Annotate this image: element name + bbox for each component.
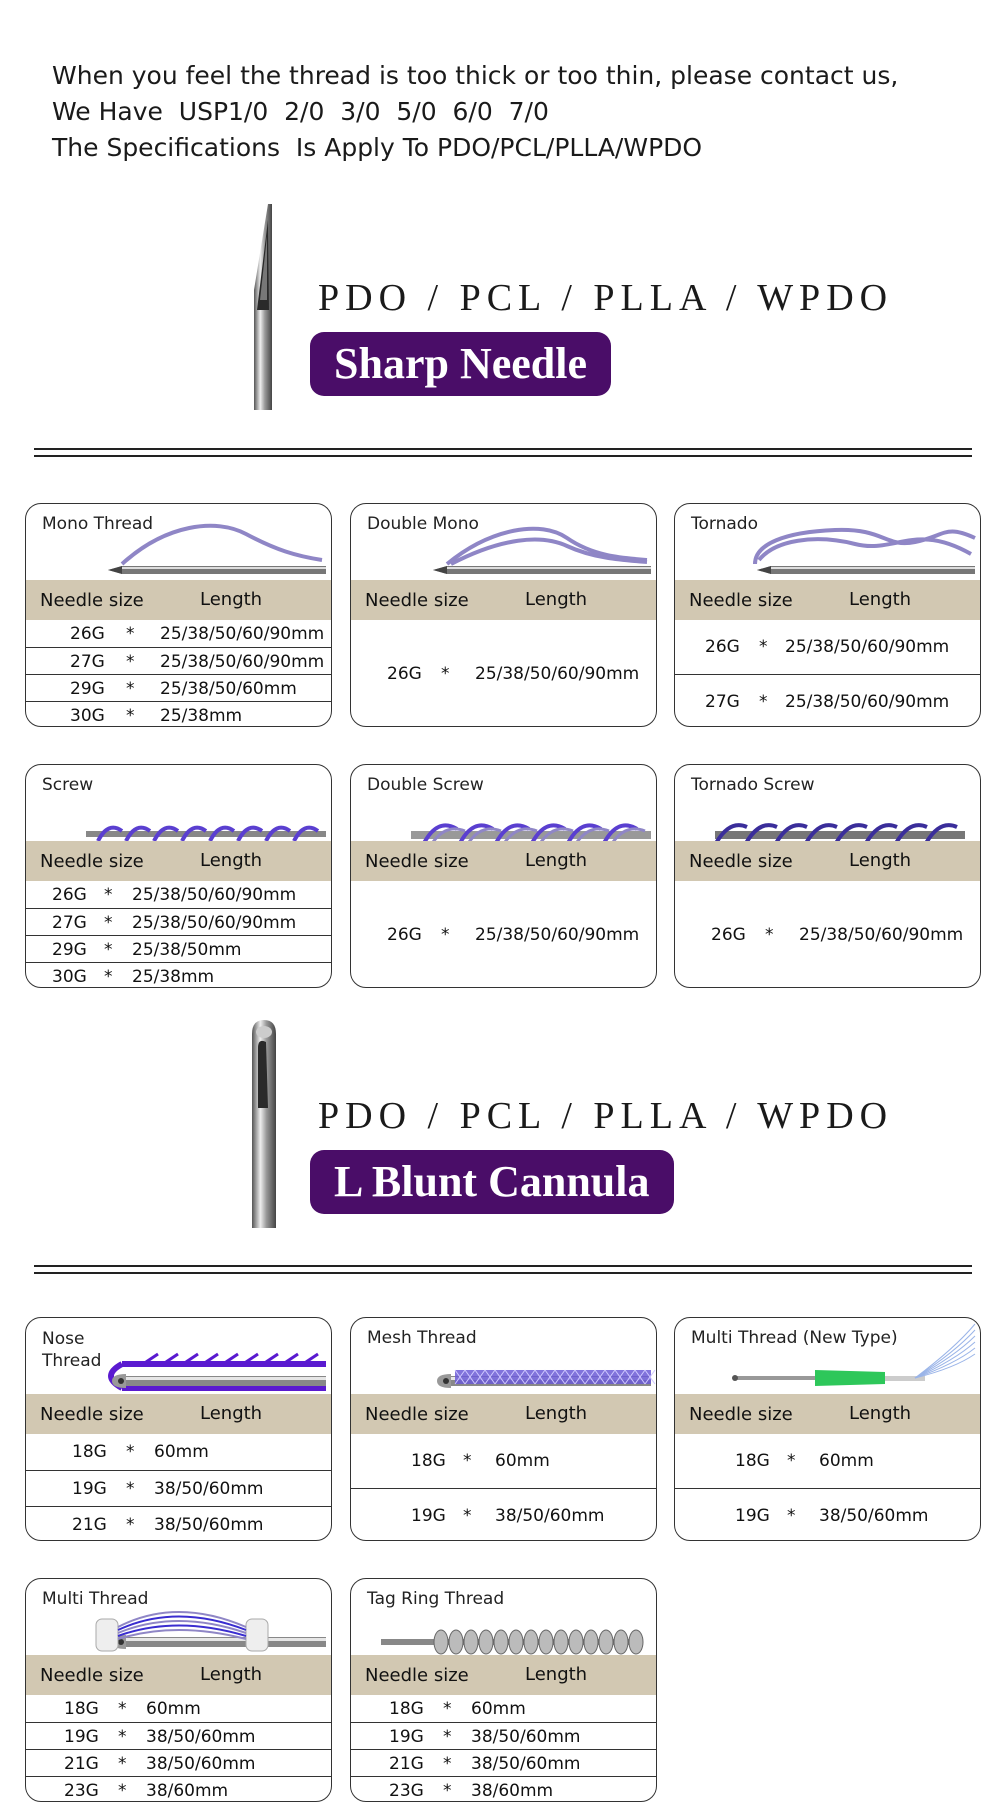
card-header	[351, 841, 656, 881]
multiply-sign: *	[443, 1726, 452, 1747]
product-card	[25, 503, 332, 727]
needle-size-header: Needle size	[365, 590, 469, 611]
table-row	[675, 881, 980, 988]
spec-rows	[351, 881, 656, 987]
needle-size-header: Needle size	[365, 1665, 469, 1686]
table-row	[26, 1506, 331, 1541]
gauge-value: 21G	[389, 1753, 424, 1774]
length-value: 60mm	[471, 1698, 526, 1719]
gauge-value: 21G	[64, 1753, 99, 1774]
multiply-sign: *	[118, 1726, 127, 1747]
table-row	[26, 620, 331, 647]
length-value: 38/50/60mm	[154, 1479, 264, 1499]
gauge-value: 26G	[387, 925, 422, 945]
intro-line-2: We Have USP1/0 2/0 3/0 5/0 6/0 7/0	[52, 97, 549, 126]
gauge-value: 19G	[389, 1726, 424, 1747]
spec-rows	[26, 881, 331, 987]
table-row	[351, 1434, 656, 1488]
multiply-sign: *	[118, 1780, 127, 1801]
needle-size-header: Needle size	[689, 1404, 793, 1425]
multiply-sign: *	[765, 925, 774, 945]
card-header	[26, 1394, 331, 1434]
multiply-sign: *	[441, 664, 450, 684]
gauge-value: 21G	[72, 1515, 107, 1535]
length-value: 60mm	[819, 1451, 874, 1471]
sharp-materials: PDO / PCL / PLLA / WPDO	[318, 277, 894, 319]
table-row	[26, 1776, 331, 1802]
length-value: 60mm	[146, 1698, 201, 1719]
multiply-sign: *	[104, 912, 113, 933]
table-row	[26, 1434, 331, 1470]
length-value: 25/38/50/60/90mm	[799, 925, 964, 945]
blunt-cannula-image	[244, 1018, 284, 1228]
card-title: Multi Thread (New Type)	[691, 1328, 898, 1348]
length-value: 38/50/60mm	[471, 1753, 581, 1774]
spec-rows	[351, 620, 656, 726]
table-row	[675, 620, 980, 674]
sharp-needle-image	[244, 200, 284, 410]
product-card	[350, 1317, 657, 1541]
multiply-sign: *	[104, 884, 113, 905]
product-card	[25, 764, 332, 988]
length-value: 38/50/60mm	[146, 1726, 256, 1747]
gauge-value: 30G	[52, 966, 87, 987]
card-title: Double Mono	[367, 514, 479, 534]
card-header	[26, 841, 331, 881]
gauge-value: 27G	[52, 912, 87, 933]
spec-rows	[675, 620, 980, 726]
table-row	[351, 1749, 656, 1776]
gauge-value: 18G	[735, 1451, 770, 1471]
card-title: Nose Thread	[42, 1329, 102, 1371]
gauge-value: 26G	[711, 925, 746, 945]
multiply-sign: *	[443, 1780, 452, 1801]
card-title: Multi Thread	[42, 1589, 149, 1609]
gauge-value: 29G	[70, 678, 105, 699]
gauge-value: 23G	[64, 1780, 99, 1801]
length-value: 38/50/60mm	[819, 1506, 929, 1526]
card-header	[675, 580, 980, 620]
length-value: 25/38/50/60/90mm	[785, 692, 950, 712]
length-value: 25/38/50/60/90mm	[132, 884, 297, 905]
card-title: Double Screw	[367, 775, 484, 795]
multiply-sign: *	[126, 1479, 135, 1499]
length-header: Length	[849, 850, 912, 871]
table-row	[675, 1434, 980, 1488]
needle-size-header: Needle size	[40, 1404, 144, 1425]
multiply-sign: *	[463, 1451, 472, 1471]
spec-rows	[675, 1434, 980, 1540]
length-header: Length	[525, 1403, 588, 1424]
multiply-sign: *	[463, 1506, 472, 1526]
needle-size-header: Needle size	[689, 851, 793, 872]
spec-rows	[26, 1434, 331, 1540]
length-value: 25/38mm	[132, 966, 215, 987]
sharp-needle-label: Sharp Needle	[310, 332, 611, 396]
length-value: 38/50/60mm	[495, 1506, 605, 1526]
length-value: 38/50/60mm	[146, 1753, 256, 1774]
table-row	[26, 1695, 331, 1722]
table-row	[26, 674, 331, 701]
length-header: Length	[525, 589, 588, 610]
product-card	[350, 503, 657, 727]
length-header: Length	[849, 589, 912, 610]
card-header	[351, 580, 656, 620]
length-value: 25/38mm	[160, 705, 243, 726]
table-row	[351, 1722, 656, 1749]
table-row	[351, 1776, 656, 1802]
spec-rows	[26, 620, 331, 726]
needle-size-header: Needle size	[40, 1665, 144, 1686]
card-header	[26, 580, 331, 620]
gauge-value: 18G	[411, 1451, 446, 1471]
table-row	[26, 935, 331, 962]
multiply-sign: *	[126, 651, 135, 672]
gauge-value: 29G	[52, 939, 87, 960]
gauge-value: 18G	[64, 1698, 99, 1719]
length-value: 38/60mm	[146, 1780, 229, 1801]
card-header	[675, 841, 980, 881]
product-card	[350, 1578, 657, 1802]
spec-rows	[675, 881, 980, 987]
length-value: 60mm	[154, 1442, 209, 1462]
length-value: 25/38/50mm	[132, 939, 242, 960]
table-row	[675, 1488, 980, 1541]
length-value: 25/38/50/60/90mm	[475, 664, 640, 684]
product-card	[25, 1578, 332, 1802]
blunt-materials: PDO / PCL / PLLA / WPDO	[318, 1095, 894, 1137]
multiply-sign: *	[126, 678, 135, 699]
table-row	[26, 701, 331, 727]
table-row	[26, 1722, 331, 1749]
intro-line-3: The Specifications Is Apply To PDO/PCL/PLLA/WPDO	[52, 133, 703, 162]
multiply-sign: *	[443, 1698, 452, 1719]
table-row	[26, 908, 331, 935]
needle-size-header: Needle size	[40, 590, 144, 611]
gauge-value: 18G	[389, 1698, 424, 1719]
table-row	[26, 1470, 331, 1506]
divider-1	[34, 448, 972, 457]
spec-rows	[26, 1695, 331, 1801]
length-header: Length	[200, 1664, 263, 1685]
divider-2	[34, 1265, 972, 1274]
card-title: Mesh Thread	[367, 1328, 477, 1348]
gauge-value: 18G	[72, 1442, 107, 1462]
multiply-sign: *	[126, 705, 135, 726]
multiply-sign: *	[104, 966, 113, 987]
table-row	[351, 881, 656, 988]
length-header: Length	[525, 1664, 588, 1685]
multiply-sign: *	[126, 1515, 135, 1535]
spec-rows	[351, 1434, 656, 1540]
length-value: 38/60mm	[471, 1780, 554, 1801]
length-header: Length	[200, 589, 263, 610]
product-card	[350, 764, 657, 988]
multiply-sign: *	[118, 1753, 127, 1774]
intro-line-1: When you feel the thread is too thick or too thin, please contact us,	[52, 61, 899, 90]
length-value: 38/50/60mm	[471, 1726, 581, 1747]
multiply-sign: *	[441, 925, 450, 945]
length-value: 25/38/50/60/90mm	[785, 637, 950, 657]
length-value: 25/38/50/60/90mm	[160, 651, 325, 672]
table-row	[351, 620, 656, 727]
gauge-value: 19G	[72, 1479, 107, 1499]
product-card	[25, 1317, 332, 1541]
card-title: Screw	[42, 775, 94, 795]
card-title: Tornado Screw	[691, 775, 815, 795]
card-header	[26, 1655, 331, 1695]
length-value: 25/38/50/60mm	[160, 678, 297, 699]
gauge-value: 19G	[64, 1726, 99, 1747]
length-header: Length	[200, 850, 263, 871]
needle-size-header: Needle size	[40, 851, 144, 872]
gauge-value: 26G	[70, 623, 105, 644]
card-title: Tornado	[691, 514, 758, 534]
multiply-sign: *	[787, 1506, 796, 1526]
table-row	[675, 674, 980, 727]
spec-rows	[351, 1695, 656, 1801]
card-header	[675, 1394, 980, 1434]
product-card	[674, 1317, 981, 1541]
multiply-sign: *	[118, 1698, 127, 1719]
length-header: Length	[849, 1403, 912, 1424]
card-title: Mono Thread	[42, 514, 154, 534]
gauge-value: 19G	[411, 1506, 446, 1526]
multiply-sign: *	[126, 623, 135, 644]
gauge-value: 19G	[735, 1506, 770, 1526]
table-row	[26, 962, 331, 988]
multiply-sign: *	[443, 1753, 452, 1774]
length-value: 25/38/50/60/90mm	[475, 925, 640, 945]
card-header	[351, 1394, 656, 1434]
table-row	[26, 1749, 331, 1776]
table-row	[26, 881, 331, 908]
multiply-sign: *	[759, 637, 768, 657]
table-row	[351, 1488, 656, 1541]
multiply-sign: *	[126, 1442, 135, 1462]
length-value: 25/38/50/60/90mm	[132, 912, 297, 933]
length-value: 25/38/50/60/90mm	[160, 623, 325, 644]
multiply-sign: *	[759, 692, 768, 712]
multiply-sign: *	[104, 939, 113, 960]
gauge-value: 30G	[70, 705, 105, 726]
multiply-sign: *	[787, 1451, 796, 1471]
length-value: 60mm	[495, 1451, 550, 1471]
blunt-cannula-label: L Blunt Cannula	[310, 1150, 674, 1214]
needle-size-header: Needle size	[365, 1404, 469, 1425]
card-title: Tag Ring Thread	[367, 1589, 505, 1609]
needle-size-header: Needle size	[689, 590, 793, 611]
length-value: 38/50/60mm	[154, 1515, 264, 1535]
table-row	[26, 647, 331, 674]
gauge-value: 26G	[52, 884, 87, 905]
gauge-value: 23G	[389, 1780, 424, 1801]
product-card	[674, 764, 981, 988]
length-header: Length	[200, 1403, 263, 1424]
needle-size-header: Needle size	[365, 851, 469, 872]
gauge-value: 26G	[387, 664, 422, 684]
length-header: Length	[525, 850, 588, 871]
table-row	[351, 1695, 656, 1722]
intro-text	[52, 58, 898, 166]
gauge-value: 27G	[705, 692, 740, 712]
gauge-value: 27G	[70, 651, 105, 672]
gauge-value: 26G	[705, 637, 740, 657]
card-header	[351, 1655, 656, 1695]
product-card	[674, 503, 981, 727]
